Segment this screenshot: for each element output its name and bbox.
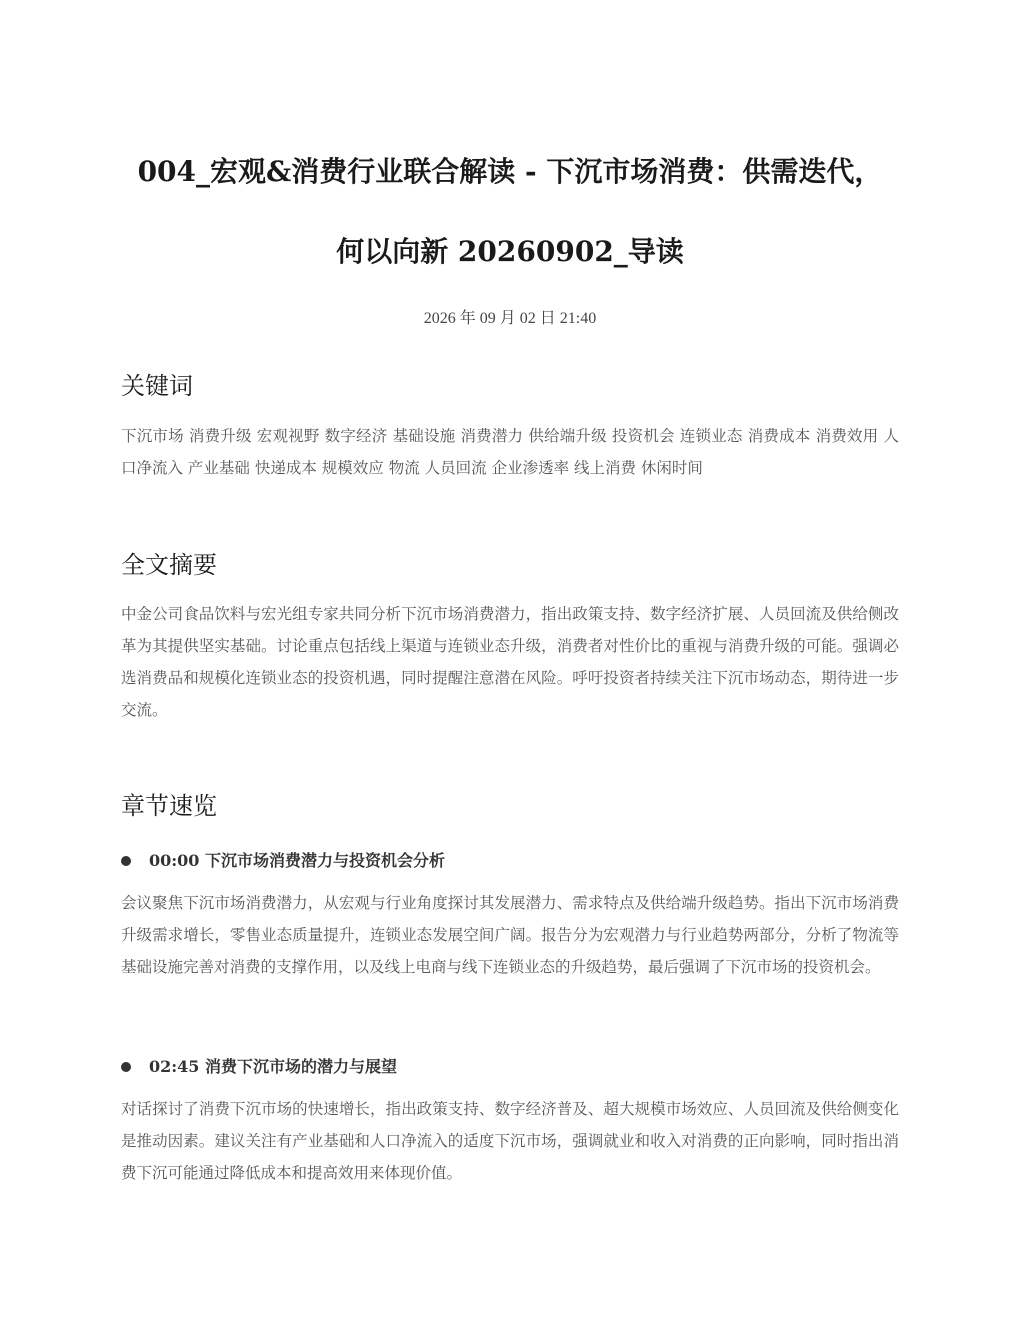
bullet-icon [121, 856, 131, 866]
summary-text: 中金公司食品饮料与宏光组专家共同分析下沉市场消费潜力，指出政策支持、数字经济扩展、人员回流及供给侧改革为其提供坚实基础。讨论重点包括线上渠道与连锁业态升级，消费者对性价比的重视与消费升级的可能。强调必选消费品和规模化连锁业态的投资机遇，同时提醒注意潜在风险。呼吁投资者持续关注下沉市场动态，期待进一步交流。 [121, 605, 899, 719]
keywords-heading: 关键词 [121, 372, 193, 400]
document-date: 2026 年 09 月 02 日 21:40 [423, 310, 597, 327]
document-title-line-2: 何以向新 20260902_导读 [336, 235, 684, 268]
document-title-line-1: 004_宏观&消费行业联合解读 - 下沉市场消费：供需迭代， [137, 155, 883, 188]
keywords-text: 下沉市场 消费升级 宏观视野 数字经济 基础设施 消费潜力 供给端升级 投资机会 连锁业态 消费成本 消费效用 人口净流入 产业基础 快递成本 规模效应 物流 人员回流 企业渗透率 线上消费 休闲时间 [121, 427, 899, 477]
chapter-text: 对话探讨了消费下沉市场的快速增长，指出政策支持、数字经济普及、超大规模市场效应、人员回流及供给侧变化是推动因素。建议关注有产业基础和人口净流入的适度下沉市场，强调就业和收入对消费的正向影响，同时指出消费下沉可能通过降低成本和提高效用来体现价值。 [121, 1100, 899, 1182]
chapter-text: 会议聚焦下沉市场消费潜力，从宏观与行业角度探讨其发展潜力、需求特点及供给端升级趋势。指出下沉市场消费升级需求增长，零售业态质量提升，连锁业态发展空间广阔。报告分为宏观潜力与行业趋势两部分，分析了物流等基础设施完善对消费的支撑作用，以及线上电商与线下连锁业态的升级趋势，最后强调了下沉市场的投资机会。 [121, 894, 899, 976]
chapter-item [121, 849, 899, 873]
bullet-icon [121, 1062, 131, 1072]
chapter-title: 02:45 消费下沉市场的潜力与展望 [149, 1057, 398, 1076]
summary-heading: 全文摘要 [121, 551, 217, 579]
chapter-title: 00:00 下沉市场消费潜力与投资机会分析 [149, 851, 446, 870]
chapters-heading: 章节速览 [121, 792, 217, 820]
chapter-item [121, 1055, 899, 1079]
